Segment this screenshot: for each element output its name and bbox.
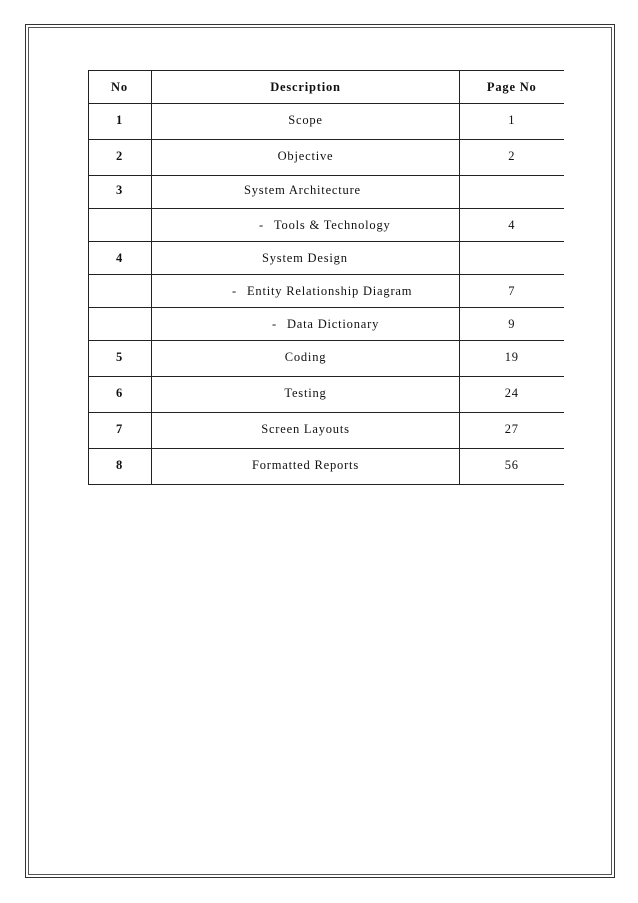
table-header-row [89, 71, 564, 104]
header-page-no: Page No [486, 80, 537, 94]
row-page [460, 242, 564, 251]
row-number [89, 308, 151, 317]
header-no: No [111, 80, 128, 94]
sub-item-dash: - [272, 317, 277, 331]
table-row [89, 449, 564, 485]
row-description: Data Dictionary [286, 317, 380, 331]
table-row [89, 176, 564, 209]
row-no-cell [89, 449, 152, 485]
row-number: 5 [116, 350, 124, 364]
row-description: Tools & Technology [273, 218, 391, 232]
header-page-cell [460, 71, 564, 104]
row-no-cell [89, 341, 152, 377]
row-no-cell [89, 377, 152, 413]
row-page: 9 [508, 317, 516, 331]
row-page-cell [460, 140, 564, 176]
row-page-cell [460, 104, 564, 140]
row-page-cell [460, 341, 564, 377]
row-description-cell [152, 413, 460, 449]
row-description: Coding [284, 350, 327, 364]
row-description-cell [152, 242, 460, 275]
table-row [89, 140, 564, 176]
row-no-cell [89, 275, 152, 308]
row-no-cell [89, 209, 152, 242]
table-row [89, 104, 564, 140]
row-page-cell [460, 176, 564, 209]
header-description-cell [152, 71, 460, 104]
row-page-cell [460, 413, 564, 449]
table-row [89, 275, 564, 308]
row-page-cell [460, 275, 564, 308]
row-no-cell [89, 104, 152, 140]
sub-item-dash: - [259, 218, 264, 232]
table-row [89, 377, 564, 413]
row-page: 24 [504, 386, 519, 400]
table-row [89, 413, 564, 449]
header-no-cell [89, 71, 152, 104]
row-no-cell [89, 413, 152, 449]
row-no-cell [89, 140, 152, 176]
row-page: 56 [504, 458, 519, 472]
row-description-cell [152, 308, 460, 341]
row-description-cell [152, 209, 460, 242]
row-number: 3 [116, 183, 124, 197]
row-number: 1 [116, 113, 124, 127]
table-row [89, 341, 564, 377]
row-number: 7 [116, 422, 124, 436]
row-page: 27 [504, 422, 519, 436]
row-description: Entity Relationship Diagram [246, 284, 413, 298]
header-description: Description [270, 80, 341, 94]
row-description-cell [152, 449, 460, 485]
row-page-cell [460, 377, 564, 413]
row-description: Objective [277, 149, 334, 163]
row-description-cell [152, 140, 460, 176]
table-row [89, 308, 564, 341]
row-description-cell [152, 377, 460, 413]
table-row [89, 209, 564, 242]
row-description: System Design [262, 251, 348, 265]
row-description: Formatted Reports [252, 458, 359, 472]
row-page [460, 176, 564, 185]
row-description: Scope [288, 113, 323, 127]
row-page-cell [460, 242, 564, 275]
row-description-cell [152, 275, 460, 308]
row-description: System Architecture [244, 183, 361, 197]
row-description: Screen Layouts [261, 422, 350, 436]
row-number [89, 209, 151, 218]
row-page-cell [460, 308, 564, 341]
row-description-cell [152, 104, 460, 140]
row-no-cell [89, 176, 152, 209]
row-page: 2 [508, 149, 516, 163]
row-page: 7 [508, 284, 516, 298]
row-page: 4 [508, 218, 516, 232]
row-number: 2 [116, 149, 124, 163]
row-no-cell [89, 308, 152, 341]
row-number: 8 [116, 458, 124, 472]
row-number [89, 275, 151, 284]
row-page: 19 [504, 350, 519, 364]
row-number: 6 [116, 386, 124, 400]
table-row [89, 242, 564, 275]
row-description: Testing [284, 386, 327, 400]
sub-item-dash: - [232, 284, 237, 298]
row-number: 4 [116, 251, 124, 265]
row-page-cell [460, 209, 564, 242]
table-of-contents [88, 70, 564, 485]
row-description-cell [152, 176, 460, 209]
row-page-cell [460, 449, 564, 485]
row-description-cell [152, 341, 460, 377]
row-no-cell [89, 242, 152, 275]
row-page: 1 [508, 113, 516, 127]
